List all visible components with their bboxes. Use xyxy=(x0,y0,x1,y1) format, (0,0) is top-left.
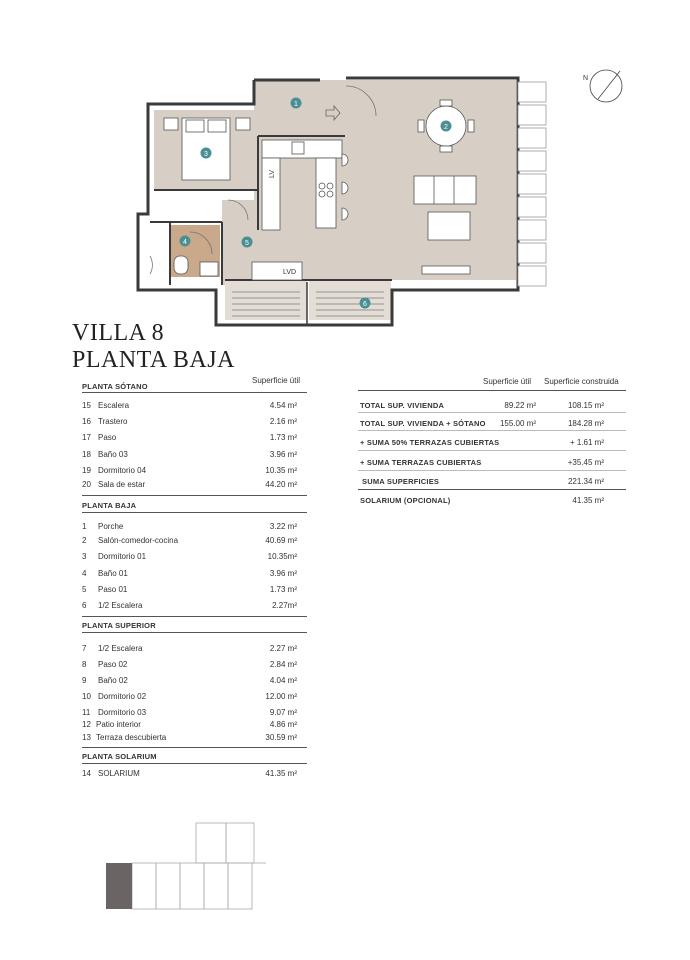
highlighted-unit xyxy=(106,863,132,909)
section-title-superior: PLANTA SUPERIOR xyxy=(82,621,156,630)
title-planta: PLANTA BAJA xyxy=(72,347,235,373)
room-marker-6: 6 xyxy=(363,301,367,308)
room-marker-2: 2 xyxy=(444,124,448,131)
room-marker-4: 4 xyxy=(183,239,187,246)
north-label: N xyxy=(583,75,589,82)
room-marker-1: 1 xyxy=(294,101,298,108)
lv-label: LV xyxy=(269,169,276,178)
left-column-header: Superficie útil xyxy=(252,376,301,385)
divider xyxy=(358,412,626,413)
section-title-sotano: PLANTA SÓTANO xyxy=(82,382,148,391)
right-totals-table: Superficie útil Superficie construida TOTAL SUP. VIVIENDA 89.22 m² 108.15 m² TOTAL SUP. VIVIENDA + SÓTANO 155.00 m² 184.28 m² + SUMA 50% TERRAZAS CUBIERTAS + 1.61 m² + SUMA TERRAZAS CUBIERTAS +35.45 m² SUMA SUPERFICIES 221.34 m² SOLARIUM (OPCIONAL) 41.35 m² xyxy=(0,0,690,960)
lvd-label: LVD xyxy=(283,269,297,276)
divider xyxy=(358,450,626,451)
room-marker-3: 3 xyxy=(204,151,208,158)
divider xyxy=(358,489,626,490)
divider xyxy=(358,390,626,391)
title-villa: VILLA 8 xyxy=(72,320,165,346)
col-header-util: Superficie útil xyxy=(483,377,532,386)
section-title-baja: PLANTA BAJA xyxy=(82,501,137,510)
key-plan xyxy=(100,815,270,915)
divider xyxy=(358,470,626,471)
left-area-table: Superficie útil PLANTA SÓTANO 15 Escalera 4.54 m² 16 Trastero 2.16 m² 17 Paso 1.73 m² 18 Baño 03 3.96 m² 19 Dormitorio 04 10.35 m² 20 Sala de estar 44.20 m² PLANTA BAJA 1 Porche 3.22 m² 2 Salón-comedor-cocina 40.69 m² 3 Dormitorio 01 10.35m² 4 Baño 01 3.96 m² 5 Paso 01 1.73 m² 6 1/2 Escalera 2.27m² PLANTA SUPERIOR 7 1/2 Escalera 2.27 m² 8 Paso 02 2.84 m² 9 Baño 02 4.04 m² 10 Dormitorio 02 12.00 m² 11 Dormitorio 03 9.07 m² 12 Patio interior 4.86 m² 13 Terraza descubierta 30.59 m² PLANTA SOLARIUM 14 SOLARIUM 41.35 m² xyxy=(0,0,690,960)
divider xyxy=(358,430,626,431)
col-header-construida: Superficie construida xyxy=(544,377,619,386)
room-marker-5: 5 xyxy=(245,240,249,247)
section-title-solarium: PLANTA SOLARIUM xyxy=(82,752,157,761)
